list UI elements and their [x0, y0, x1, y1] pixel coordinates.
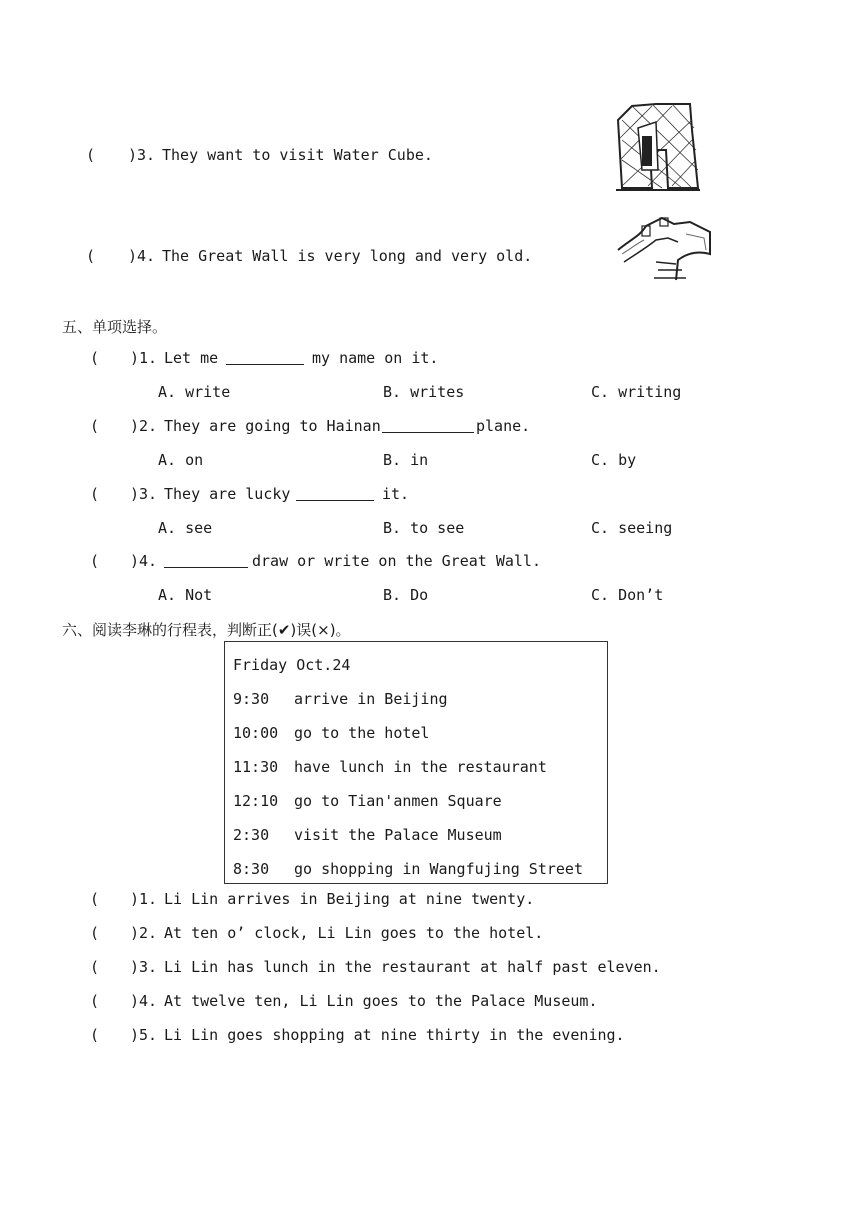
- question-text-after: it.: [382, 485, 410, 503]
- schedule-row: [233, 690, 448, 708]
- schedule-row: [233, 758, 547, 776]
- question-text-before: They are lucky: [164, 485, 291, 503]
- answer-paren-open[interactable]: (: [90, 958, 100, 976]
- option-b[interactable]: B. Do: [383, 586, 429, 604]
- great-wall-icon: [616, 214, 714, 284]
- answer-paren-open[interactable]: (: [90, 924, 100, 942]
- section5-heading: 五、单项选择。: [62, 318, 168, 336]
- option-b[interactable]: B. to see: [383, 519, 465, 537]
- schedule-time: 10:00: [233, 724, 279, 742]
- schedule-activity: arrive in Beijing: [294, 690, 448, 708]
- statement-number: )3.: [130, 958, 158, 976]
- option-b[interactable]: B. in: [383, 451, 429, 469]
- schedule-time: 9:30: [233, 690, 270, 708]
- question-number: )3.: [130, 485, 158, 503]
- answer-paren-open[interactable]: (: [90, 349, 100, 367]
- answer-paren-open[interactable]: (: [90, 485, 100, 503]
- statement-text: Li Lin goes shopping at nine thirty in the evening.: [164, 1026, 625, 1044]
- section6-heading: 六、阅读李琳的行程表，判断正(✔)误(×)。: [62, 621, 351, 639]
- statement-number: )2.: [130, 924, 158, 942]
- schedule-row: [233, 826, 502, 844]
- answer-paren-open[interactable]: (: [90, 552, 100, 570]
- option-b[interactable]: B. writes: [383, 383, 465, 401]
- item-number: )3.: [128, 146, 156, 164]
- schedule-date: Friday Oct.24: [233, 656, 351, 674]
- option-c[interactable]: C. Don’t: [591, 586, 664, 604]
- schedule-time: 12:10: [233, 792, 279, 810]
- schedule-time: 2:30: [233, 826, 270, 844]
- statement-text: At ten o’ clock, Li Lin goes to the hotel.: [164, 924, 544, 942]
- statement-text: The Great Wall is very long and very old.: [162, 247, 533, 265]
- statement-text: Li Lin has lunch in the restaurant at half past eleven.: [164, 958, 661, 976]
- answer-blank[interactable]: [296, 486, 374, 501]
- statement-text: They want to visit Water Cube.: [162, 146, 433, 164]
- statement-number: )1.: [130, 890, 158, 908]
- schedule-row: [233, 860, 583, 878]
- question-text-after: plane.: [476, 417, 531, 435]
- option-c[interactable]: C. seeing: [591, 519, 673, 537]
- schedule-time: 8:30: [233, 860, 270, 878]
- schedule-row: [233, 724, 429, 742]
- option-a[interactable]: A. write: [158, 383, 231, 401]
- answer-paren-open[interactable]: (: [90, 992, 100, 1010]
- answer-paren-open[interactable]: (: [90, 1026, 100, 1044]
- question-number: )2.: [130, 417, 158, 435]
- option-a[interactable]: A. on: [158, 451, 204, 469]
- answer-blank[interactable]: [382, 418, 474, 433]
- option-c[interactable]: C. by: [591, 451, 637, 469]
- question-number: )1.: [130, 349, 158, 367]
- option-a[interactable]: A. see: [158, 519, 213, 537]
- option-a[interactable]: A. Not: [158, 586, 213, 604]
- schedule-activity: go to the hotel: [294, 724, 430, 742]
- schedule-time: 11:30: [233, 758, 279, 776]
- answer-paren-open[interactable]: (: [86, 247, 96, 265]
- statement-number: )5.: [130, 1026, 158, 1044]
- statement-text: Li Lin arrives in Beijing at nine twenty.: [164, 890, 535, 908]
- answer-blank[interactable]: [226, 350, 304, 365]
- item-number: )4.: [128, 247, 156, 265]
- statement-number: )4.: [130, 992, 158, 1010]
- question-text-before: Let me: [164, 349, 219, 367]
- cctv-tower-icon: [612, 100, 704, 194]
- schedule-activity: visit the Palace Museum: [294, 826, 502, 844]
- answer-blank[interactable]: [164, 553, 248, 568]
- schedule-table: [224, 641, 608, 884]
- answer-paren-open[interactable]: (: [86, 146, 96, 164]
- question-text-after: my name on it.: [312, 349, 439, 367]
- question-number: )4.: [130, 552, 158, 570]
- schedule-activity: go shopping in Wangfujing Street: [294, 860, 583, 878]
- question-text-after: draw or write on the Great Wall.: [252, 552, 541, 570]
- question-text-before: They are going to Hainan: [164, 417, 381, 435]
- schedule-activity: have lunch in the restaurant: [294, 758, 547, 776]
- answer-paren-open[interactable]: (: [90, 417, 100, 435]
- option-c[interactable]: C. writing: [591, 383, 682, 401]
- statement-text: At twelve ten, Li Lin goes to the Palace Museum.: [164, 992, 598, 1010]
- schedule-activity: go to Tian'anmen Square: [294, 792, 502, 810]
- schedule-row: [233, 792, 502, 810]
- answer-paren-open[interactable]: (: [90, 890, 100, 908]
